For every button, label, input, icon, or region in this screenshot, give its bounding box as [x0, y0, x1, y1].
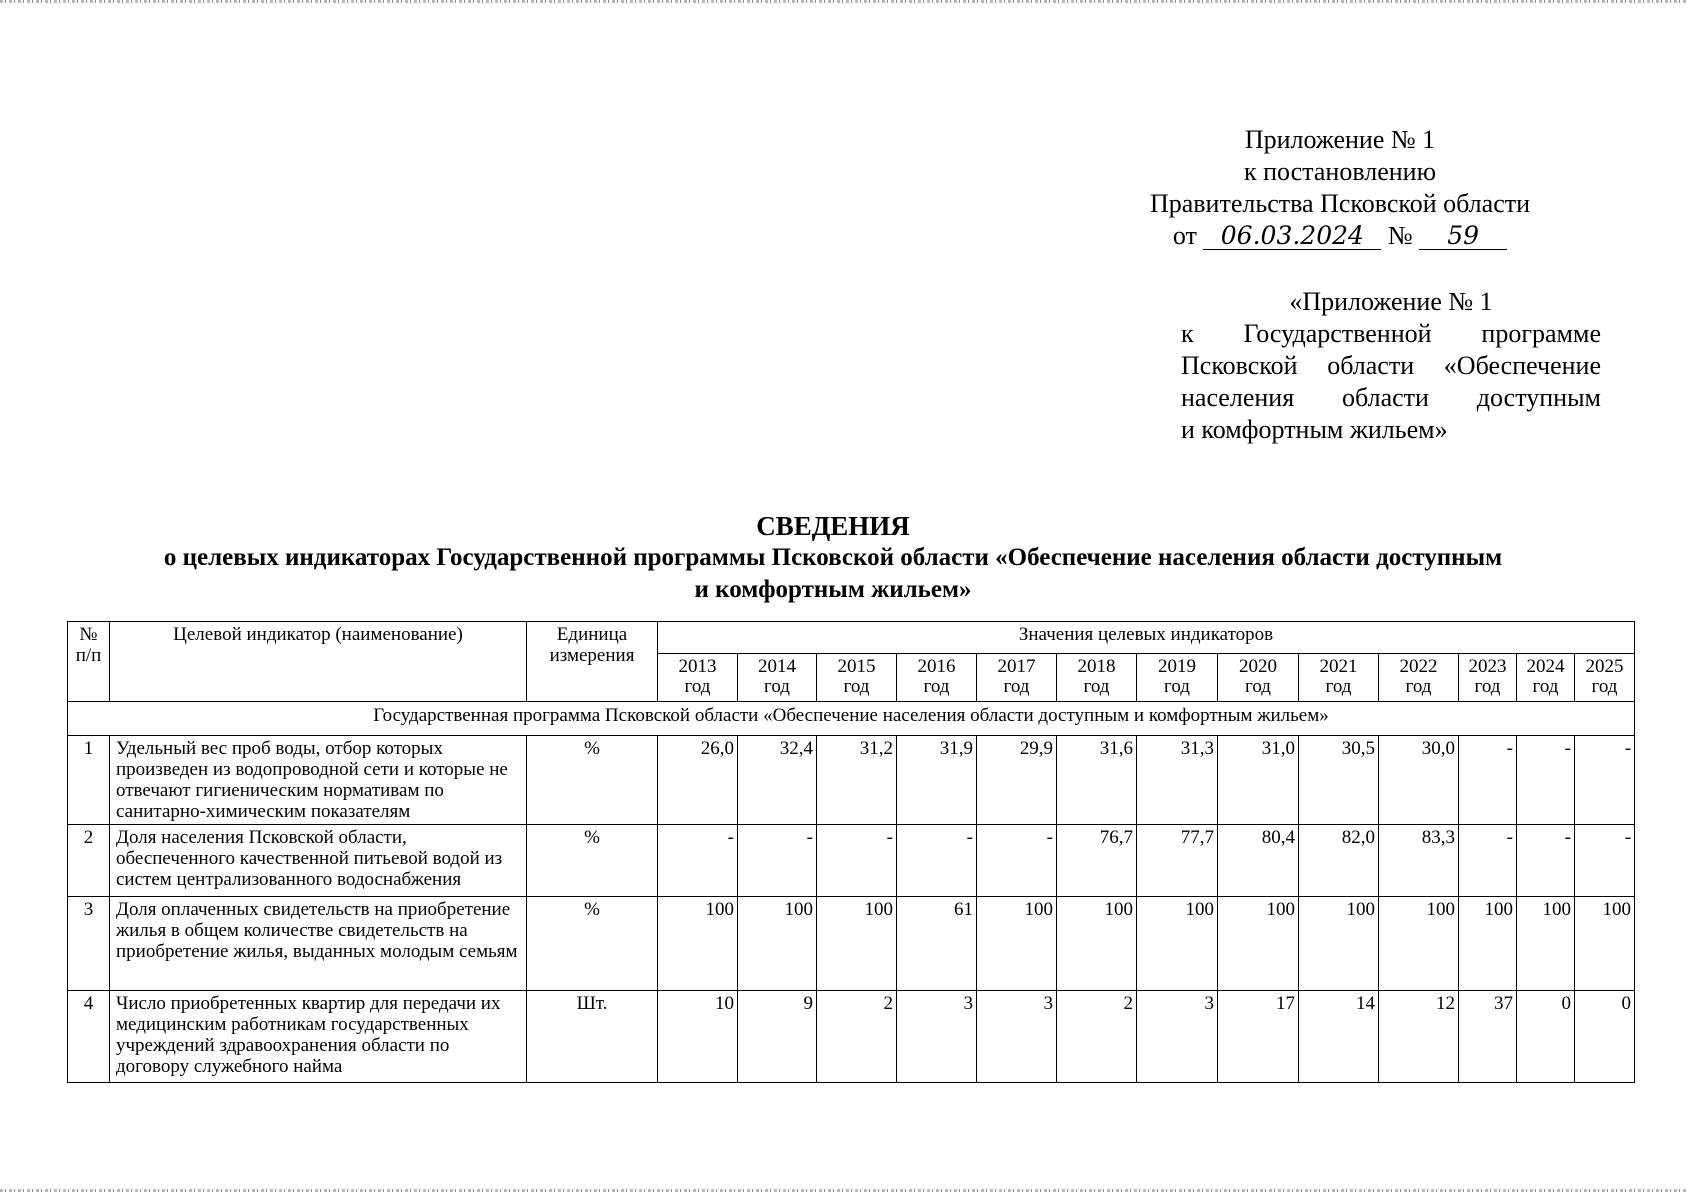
table-row	[68, 897, 1635, 991]
row-value: 30,5	[1299, 736, 1379, 825]
year-value: 2014	[758, 656, 796, 677]
row-value: 2	[1057, 991, 1137, 1083]
year-suffix: год	[1474, 676, 1501, 697]
row-value: 100	[1517, 897, 1575, 991]
year-value: 2015	[837, 656, 876, 677]
program-appendix-line: населения области доступным	[1181, 383, 1601, 412]
handwritten-date: 06.03.2024	[1203, 223, 1381, 250]
program-appendix-line: и комфортным жильем»	[1181, 415, 1448, 444]
header-indicator: Целевой индикатор (наименование)	[110, 622, 527, 702]
date-prefix: от	[1172, 221, 1197, 250]
row-value: -	[977, 825, 1057, 897]
row-value: 3	[897, 991, 977, 1083]
row-value: 31,3	[1137, 736, 1218, 825]
row-value: 26,0	[658, 736, 738, 825]
row-value: -	[1575, 736, 1635, 825]
row-value: 30,0	[1379, 736, 1459, 825]
year-suffix: год	[1405, 676, 1432, 697]
row-value: 9	[738, 991, 817, 1083]
header-year	[897, 654, 977, 702]
year-value: 2022	[1399, 656, 1438, 677]
header-year	[1137, 654, 1218, 702]
header-year	[738, 654, 817, 702]
year-suffix: год	[1532, 676, 1559, 697]
header-year	[1057, 654, 1137, 702]
row-value: 0	[1575, 991, 1635, 1083]
row-value: 31,6	[1057, 736, 1137, 825]
handwritten-number: 59	[1419, 223, 1507, 250]
header-year	[817, 654, 897, 702]
row-value: 37	[1459, 991, 1517, 1083]
year-suffix: год	[1325, 676, 1352, 697]
row-value: -	[817, 825, 897, 897]
row-value: 3	[1137, 991, 1218, 1083]
row-value: 100	[1218, 897, 1299, 991]
row-number: 2	[68, 825, 110, 897]
year-value: 2023	[1468, 656, 1507, 677]
section-title: Государственная программа Псковской области «Обеспечение населения области доступным и комфортным жильем»	[68, 702, 1635, 736]
appendix-to-decree: к постановлению	[1243, 157, 1437, 186]
header-year	[1459, 654, 1517, 702]
row-unit: Шт.	[527, 991, 658, 1083]
row-value: 100	[977, 897, 1057, 991]
row-value: 83,3	[1379, 825, 1459, 897]
year-suffix: год	[764, 676, 790, 697]
row-value: 100	[1575, 897, 1635, 991]
year-suffix: год	[1591, 676, 1618, 697]
row-value: -	[1459, 825, 1517, 897]
row-value: -	[658, 825, 738, 897]
document-heading	[60, 510, 1606, 606]
row-unit: %	[527, 825, 658, 897]
scan-edge-bottom	[0, 1189, 1686, 1192]
year-value: 2017	[997, 656, 1036, 677]
program-appendix-line: Псковской области «Обеспечение	[1181, 351, 1601, 380]
program-appendix-line: к Государственной программе	[1181, 319, 1601, 348]
header-unit: Единица измерения	[527, 622, 658, 702]
row-value: -	[1517, 825, 1575, 897]
year-suffix: год	[1245, 676, 1271, 697]
appendix-title: Приложение № 1	[1244, 125, 1436, 154]
row-value: 82,0	[1299, 825, 1379, 897]
header-year	[977, 654, 1057, 702]
table-body	[68, 702, 1635, 1083]
table-row	[68, 991, 1635, 1083]
number-prefix: №	[1387, 221, 1413, 250]
row-value: 3	[977, 991, 1057, 1083]
year-value: 2020	[1239, 656, 1277, 677]
row-indicator: Доля оплаченных свидетельств на приобретение жилья в общем количестве свидетельств на приобретение жилья, выданных молодым семьям	[110, 897, 527, 991]
year-value: 2025	[1585, 656, 1624, 677]
table-row	[68, 736, 1635, 825]
row-value: 77,7	[1137, 825, 1218, 897]
table-row	[68, 825, 1635, 897]
row-value: 12	[1379, 991, 1459, 1083]
header-year	[1299, 654, 1379, 702]
year-suffix: год	[684, 676, 711, 697]
row-value: 100	[738, 897, 817, 991]
year-value: 2016	[917, 656, 956, 677]
row-value: 100	[658, 897, 738, 991]
row-value: 0	[1517, 991, 1575, 1083]
year-value: 2013	[678, 656, 717, 677]
appendix-decree-block	[1120, 124, 1560, 252]
row-value: 29,9	[977, 736, 1057, 825]
row-value: 100	[1299, 897, 1379, 991]
appendix-government: Правительства Псковской области	[1149, 189, 1531, 218]
row-value: 32,4	[738, 736, 817, 825]
year-value: 2024	[1526, 656, 1565, 677]
header-year	[658, 654, 738, 702]
indicators-table	[67, 621, 1635, 1083]
row-value: -	[1517, 736, 1575, 825]
row-indicator: Число приобретенных квартир для передачи их медицинским работникам государственных учреждений здравоохранения области по договору служебного найма	[110, 991, 527, 1083]
row-value: 80,4	[1218, 825, 1299, 897]
row-number: 4	[68, 991, 110, 1083]
appendix-program-block	[1181, 286, 1601, 446]
row-value: -	[738, 825, 817, 897]
year-suffix: год	[843, 676, 870, 697]
year-value: 2021	[1319, 656, 1358, 677]
row-value: 10	[658, 991, 738, 1083]
header-year	[1517, 654, 1575, 702]
row-value: 2	[817, 991, 897, 1083]
row-value: -	[1459, 736, 1517, 825]
document-subtitle: и комфортным жильем»	[694, 576, 972, 603]
row-value: -	[897, 825, 977, 897]
row-unit: %	[527, 897, 658, 991]
appendix-date-line	[1120, 220, 1560, 252]
row-value: 31,0	[1218, 736, 1299, 825]
row-value: 100	[1459, 897, 1517, 991]
document-subtitle: о целевых индикаторах Государственной программы Псковской области «Обеспечение населения области доступным	[163, 544, 1503, 571]
row-number: 1	[68, 736, 110, 825]
row-value: 31,9	[897, 736, 977, 825]
header-number: № п/п	[68, 622, 110, 702]
year-value: 2019	[1158, 656, 1196, 677]
program-appendix-title: «Приложение № 1	[1289, 287, 1493, 316]
row-value: 14	[1299, 991, 1379, 1083]
header-year	[1575, 654, 1635, 702]
row-value: 100	[817, 897, 897, 991]
row-value: 17	[1218, 991, 1299, 1083]
header-year	[1379, 654, 1459, 702]
header-values: Значения целевых индикаторов	[658, 622, 1635, 654]
year-value: 2018	[1077, 656, 1116, 677]
row-value: 76,7	[1057, 825, 1137, 897]
row-indicator: Удельный вес проб воды, отбор которых произведен из водопроводной сети и которые не отвечают гигиеническим нормативам по санитарно-химическим показателям	[110, 736, 527, 825]
row-unit: %	[527, 736, 658, 825]
row-number: 3	[68, 897, 110, 991]
document-title: СВЕДЕНИЯ	[756, 511, 910, 541]
row-value: -	[1575, 825, 1635, 897]
row-value: 100	[1379, 897, 1459, 991]
row-value: 61	[897, 897, 977, 991]
year-suffix: год	[1164, 676, 1190, 697]
scan-edge-top	[0, 0, 1686, 3]
row-value: 100	[1057, 897, 1137, 991]
header-year	[1218, 654, 1299, 702]
year-suffix: год	[1003, 676, 1030, 697]
row-value: 31,2	[817, 736, 897, 825]
year-suffix: год	[923, 676, 950, 697]
year-suffix: год	[1083, 676, 1110, 697]
row-value: 100	[1137, 897, 1218, 991]
row-indicator: Доля населения Псковской области, обеспеченного качественной питьевой водой из систем централизованного водоснабжения	[110, 825, 527, 897]
